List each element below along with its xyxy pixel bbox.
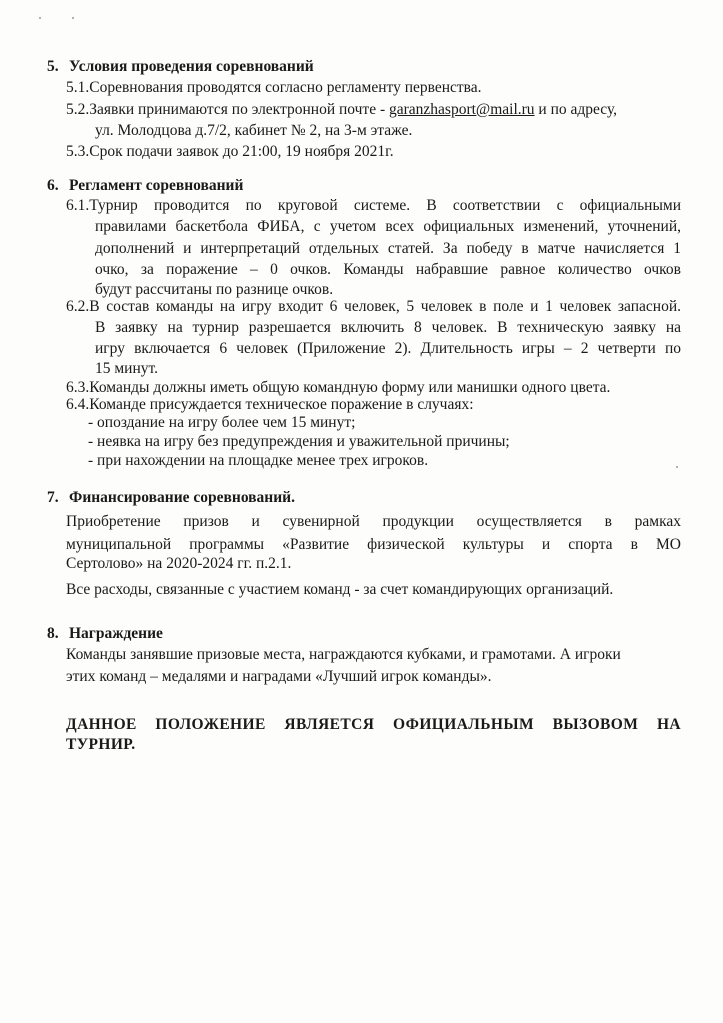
- section-8-title: [47, 625, 163, 643]
- item-5-3: 5.3.Срок подачи заявок до 21:00, 19 ноября 2021г.: [66, 143, 394, 160]
- section-number: 7.: [47, 489, 59, 506]
- section-number: 8.: [47, 625, 59, 642]
- item-6-4: 6.4.Команде присуждается техническое поражение в случаях:: [66, 396, 474, 413]
- item-6-2-line: игру включается 6 человек (Приложение 2). Длительность игры – 2 четверти по: [95, 340, 681, 357]
- scan-speck: [39, 17, 41, 19]
- section-7-line: муниципальной программы «Развитие физической культуры и спорта в МО: [66, 536, 681, 553]
- item-6-1-line: очко, за поражение – 0 очков. Команды набравшие равное количество очков: [95, 261, 681, 278]
- item-6-1-line: правилами баскетбола ФИБА, с учетом всех официальных изменений, уточнений,: [95, 218, 681, 235]
- scan-speck: [676, 466, 678, 468]
- section-6-title: [47, 177, 243, 195]
- section-5-title: [47, 58, 314, 76]
- item-6-4-bullet: - при нахождении на площадке менее трех игроков.: [88, 452, 429, 469]
- section-heading: Условия проведения соревнований: [69, 58, 314, 75]
- section-number: 6.: [47, 177, 59, 194]
- item-6-1-line: 6.1.Турнир проводится по круговой системе. В соответствии с официальными: [66, 197, 681, 214]
- item-6-1-line: дополнений и интерпретаций отдельных статей. За победу в матче начисляется 1: [95, 240, 681, 257]
- item-5-2-text: 5.2.Заявки принимаются по электронной почте -: [66, 101, 386, 118]
- section-heading: Награждение: [69, 625, 163, 642]
- item-6-1-line: будут рассчитаны по разнице очков.: [95, 281, 334, 298]
- item-6-2-line: 6.2.В состав команды на игру входит 6 человек, 5 человек в поле и 1 человек запасной.: [66, 298, 681, 315]
- section-7-line: Приобретение призов и сувенирной продукции осуществляется в рамках: [66, 513, 681, 530]
- item-5-2: [66, 101, 617, 119]
- closing-line-1: ДАННОЕ ПОЛОЖЕНИЕ ЯВЛЯЕТСЯ ОФИЦИАЛЬНЫМ ВЫЗОВОМ НА: [66, 716, 681, 733]
- section-7-title: [47, 489, 295, 507]
- email-link[interactable]: garanzhasport@mail.ru: [389, 101, 535, 118]
- item-6-2-line: В заявку на турнир разрешается включить 8 человек. В техническую заявку на: [95, 319, 681, 336]
- section-8-line: Команды занявшие призовые места, награждаются кубками, и грамотами. А игроки: [66, 646, 621, 663]
- item-5-2-tail: и по адресу,: [538, 101, 618, 118]
- section-number: 5.: [47, 58, 59, 75]
- section-8-line: этих команд – медалями и наградами «Лучший игрок команды».: [66, 668, 492, 685]
- item-6-2-line: 15 минут.: [95, 360, 159, 377]
- section-7-line: Сертолово» на 2020-2024 гг. п.2.1.: [66, 555, 292, 572]
- item-5-1: 5.1.Соревнования проводятся согласно регламенту первенства.: [66, 79, 482, 96]
- closing-line-2: ТУРНИР.: [66, 736, 136, 753]
- section-7-line: Все расходы, связанные с участием команд - за счет командирующих организаций.: [66, 581, 614, 598]
- section-heading: Финансирование соревнований.: [69, 489, 295, 506]
- item-6-3: 6.3.Команды должны иметь общую командную форму или манишки одного цвета.: [66, 379, 611, 396]
- item-6-4-bullet: - неявка на игру без предупреждения и уважительной причины;: [88, 433, 510, 450]
- scan-speck: [72, 17, 74, 19]
- item-6-4-bullet: - опоздание на игру более чем 15 минут;: [88, 414, 356, 431]
- item-5-2-address: ул. Молодцова д.7/2, кабинет № 2, на 3-м этаже.: [95, 122, 413, 139]
- section-heading: Регламент соревнований: [69, 177, 244, 194]
